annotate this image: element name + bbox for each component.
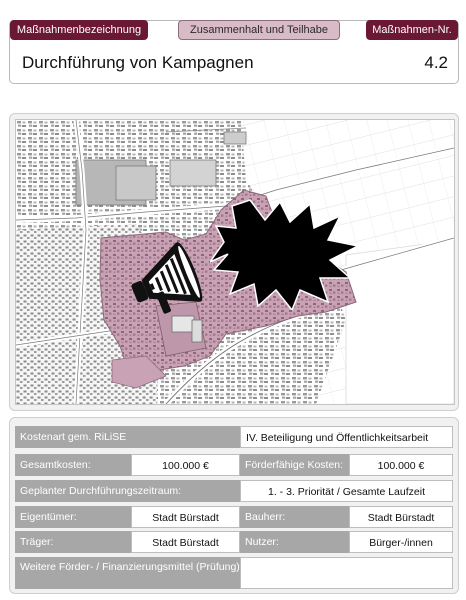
total-cost-label: Gesamtkosten: [15,454,131,476]
site-map [15,119,455,405]
owner-label: Eigentümer: [15,506,131,528]
cost-type-label: Kostenart gem. RiLiSE [15,426,240,448]
cost-table [9,417,459,594]
eligible-cost-value: 100.000 € [349,454,453,476]
total-cost-value: 100.000 € [131,454,240,476]
user-value: Bürger-/innen [349,531,453,553]
megaphone-icon [128,240,210,322]
cost-type-value: IV. Beteiligung und Öffentlichkeitsarbeit [240,426,453,448]
measure-number-tag: Maßnahmen-Nr. [366,20,458,40]
category-tag: Zusammenhalt und Teilhabe [178,20,340,40]
user-label: Nutzer: [240,531,349,553]
other-funding-label: Weitere Förder- / Finanzierungsmittel (Prüfung) [15,557,240,589]
map-card [9,113,459,411]
sponsor-label: Träger: [15,531,131,553]
builder-value: Stadt Bürstadt [349,506,453,528]
period-label: Geplanter Durchführungszeitraum: [15,480,240,502]
other-funding-value [240,557,453,589]
measure-title: Durchführung von Kampagnen [22,53,254,72]
measure-name-tag: Maßnahmenbezeichnung [10,20,148,40]
speech-burst-icon [210,198,360,310]
sponsor-value: Stadt Bürstadt [131,531,240,553]
measure-header [9,20,459,84]
builder-label: Bauherr: [240,506,349,528]
eligible-cost-label: Förderfähige Kosten: [240,454,349,476]
measure-number: 4.2 [424,53,448,72]
period-value: 1. - 3. Priorität / Gesamte Laufzeit [240,480,453,502]
owner-value: Stadt Bürstadt [131,506,240,528]
